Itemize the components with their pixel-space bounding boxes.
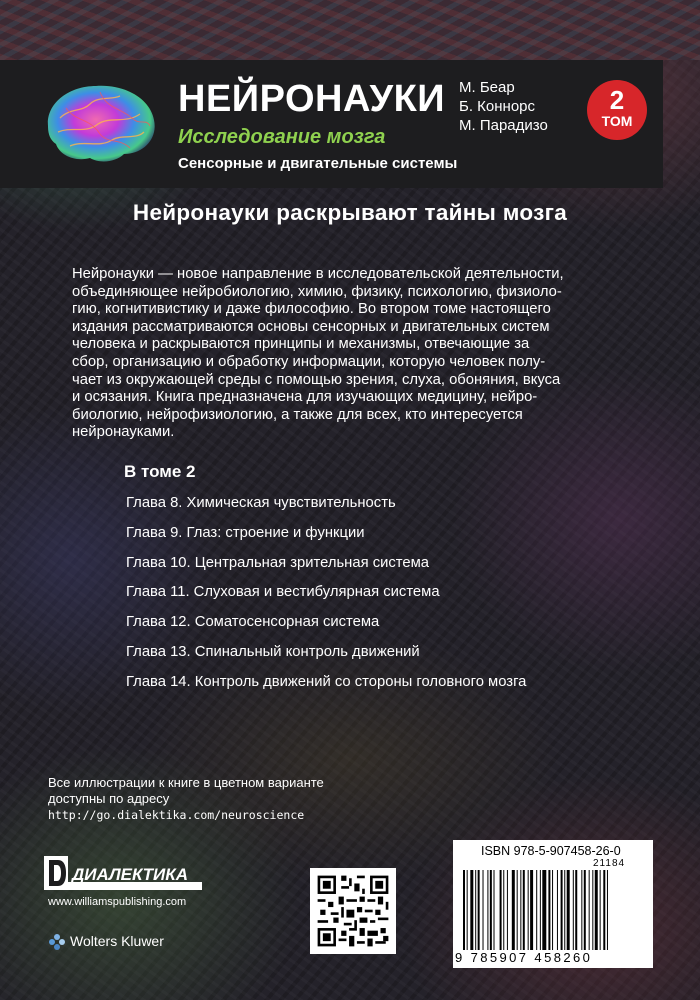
barcode-bar: [517, 870, 518, 950]
toc-list: [126, 494, 646, 703]
barcode-panel: [453, 840, 653, 968]
volume-number: 2: [609, 85, 625, 115]
publisher-site: www.williamspublishing.com: [48, 896, 187, 908]
barcode-bar: [503, 870, 504, 950]
barcode-bar: [564, 870, 565, 950]
barcode-bar: [470, 870, 473, 950]
publisher-logo-text: ДИАЛЕКТИКА: [72, 865, 189, 884]
toc-title: В томе 2: [124, 462, 196, 481]
description-line: чает из окружающей среды с помощью зрения, слуха, обоняния, вкуса: [72, 371, 561, 388]
barcode-bar: [603, 870, 605, 950]
description: [72, 266, 662, 442]
barcode-bar: [589, 870, 590, 950]
barcode-icon: [463, 870, 645, 950]
barcode-bar: [478, 870, 480, 950]
brain-illustration-icon: [40, 78, 160, 166]
toc-chapter: Глава 13. Спинальный контроль движений: [126, 643, 420, 660]
barcode-bar: [475, 870, 476, 950]
barcode-bar: [567, 870, 570, 950]
author-name: М. Беар: [459, 79, 515, 96]
wolters-kluwer-icon: [48, 933, 66, 951]
qr-code-icon: [310, 868, 396, 954]
barcode-bar: [600, 870, 601, 950]
barcode-bar: [536, 870, 537, 950]
book-title: НЕЙРОНАУКИ: [178, 78, 446, 120]
description-line: и осязания. Книга предназначена для изучающих медицину, нейро-: [72, 389, 538, 406]
barcode-bar: [467, 870, 468, 950]
barcode-bar: [500, 870, 502, 950]
illustrations-note: [48, 775, 324, 823]
barcode-bar: [542, 870, 546, 950]
note-line: доступны по адресу: [48, 791, 170, 806]
barcode-bar: [507, 870, 508, 950]
toc-chapter: Глава 9. Глаз: строение и функции: [126, 524, 365, 541]
barcode-bar: [483, 870, 484, 950]
barcode-bar: [487, 870, 488, 950]
author-name: Б. Коннорс: [459, 98, 536, 115]
barcode-bar: [584, 870, 586, 950]
toc-chapter: Глава 11. Слуховая и вестибулярная система: [126, 584, 440, 601]
barcode-bar: [581, 870, 582, 950]
barcode-bar: [557, 870, 558, 950]
barcode-addon: 21184: [593, 858, 626, 869]
publisher-logo: [44, 856, 204, 892]
barcode-bar: [573, 870, 574, 950]
note-url: http://go.dialektika.com/neuroscience: [48, 808, 305, 822]
headline: Нейронауки раскрывают тайны мозга: [132, 200, 568, 225]
barcode-bar: [552, 870, 553, 950]
volume-badge: [587, 80, 647, 140]
toc-chapter: Глава 14. Контроль движений со стороны головного мозга: [126, 673, 527, 690]
description-line: биологию, нейрофизиологию, а также для всех, кто интересуется: [72, 406, 523, 423]
toc-chapter: Глава 10. Центральная зрительная система: [126, 554, 430, 571]
barcode-bar: [528, 870, 529, 950]
wolters-kluwer-logo: [48, 933, 164, 953]
book-subtitle-volume: Сенсорные и двигательные системы: [178, 155, 458, 172]
cover-top-band: [0, 0, 700, 60]
barcode-bar: [548, 870, 550, 950]
barcode-bar: [592, 870, 593, 950]
volume-label: ТОМ: [601, 113, 633, 129]
description-line: объединяющее нейробиологию, химию, физику, психологию, физиоло-: [72, 283, 562, 300]
ean-number: 9 785907 458260: [455, 950, 593, 965]
description-line: нейронауками.: [72, 424, 175, 441]
barcode-bar: [494, 870, 495, 950]
note-line: Все иллюстрации к книге в цветном варианте: [48, 775, 324, 790]
toc-chapter: Глава 12. Соматосенсорная система: [126, 614, 380, 631]
barcode-bar: [463, 870, 465, 950]
description-line: сбор, организацию и обработку информации, которую человек полу-: [72, 353, 546, 370]
partner-name: Wolters Kluwer: [70, 933, 164, 949]
barcode-bar: [575, 870, 577, 950]
isbn-label: ISBN 978-5-907458-26-0: [481, 844, 621, 858]
barcode-bar: [490, 870, 492, 950]
author-name: М. Парадизо: [459, 117, 548, 134]
description-line: гию, когнитивистику и даже философию. Во втором томе настоящего: [72, 301, 551, 318]
description-line: Нейронауки — новое направление в исследовательской деятельности,: [72, 266, 564, 282]
barcode-bar: [595, 870, 598, 950]
barcode-bar: [607, 870, 608, 950]
description-line: человека и раскрываются принципы и механизмы, отвечающие за: [72, 336, 530, 353]
barcode-bar: [561, 870, 563, 950]
barcode-bar: [540, 870, 541, 950]
toc-chapter: Глава 8. Химическая чувствительность: [126, 495, 396, 511]
author-list: [459, 78, 548, 135]
barcode-bar: [530, 870, 533, 950]
barcode-bar: [512, 870, 515, 950]
barcode-bar: [523, 870, 525, 950]
description-line: издания рассматриваются основы сенсорных и двигательных систем: [72, 318, 550, 335]
book-subtitle: Исследование мозга: [178, 126, 386, 148]
barcode-bar: [520, 870, 521, 950]
